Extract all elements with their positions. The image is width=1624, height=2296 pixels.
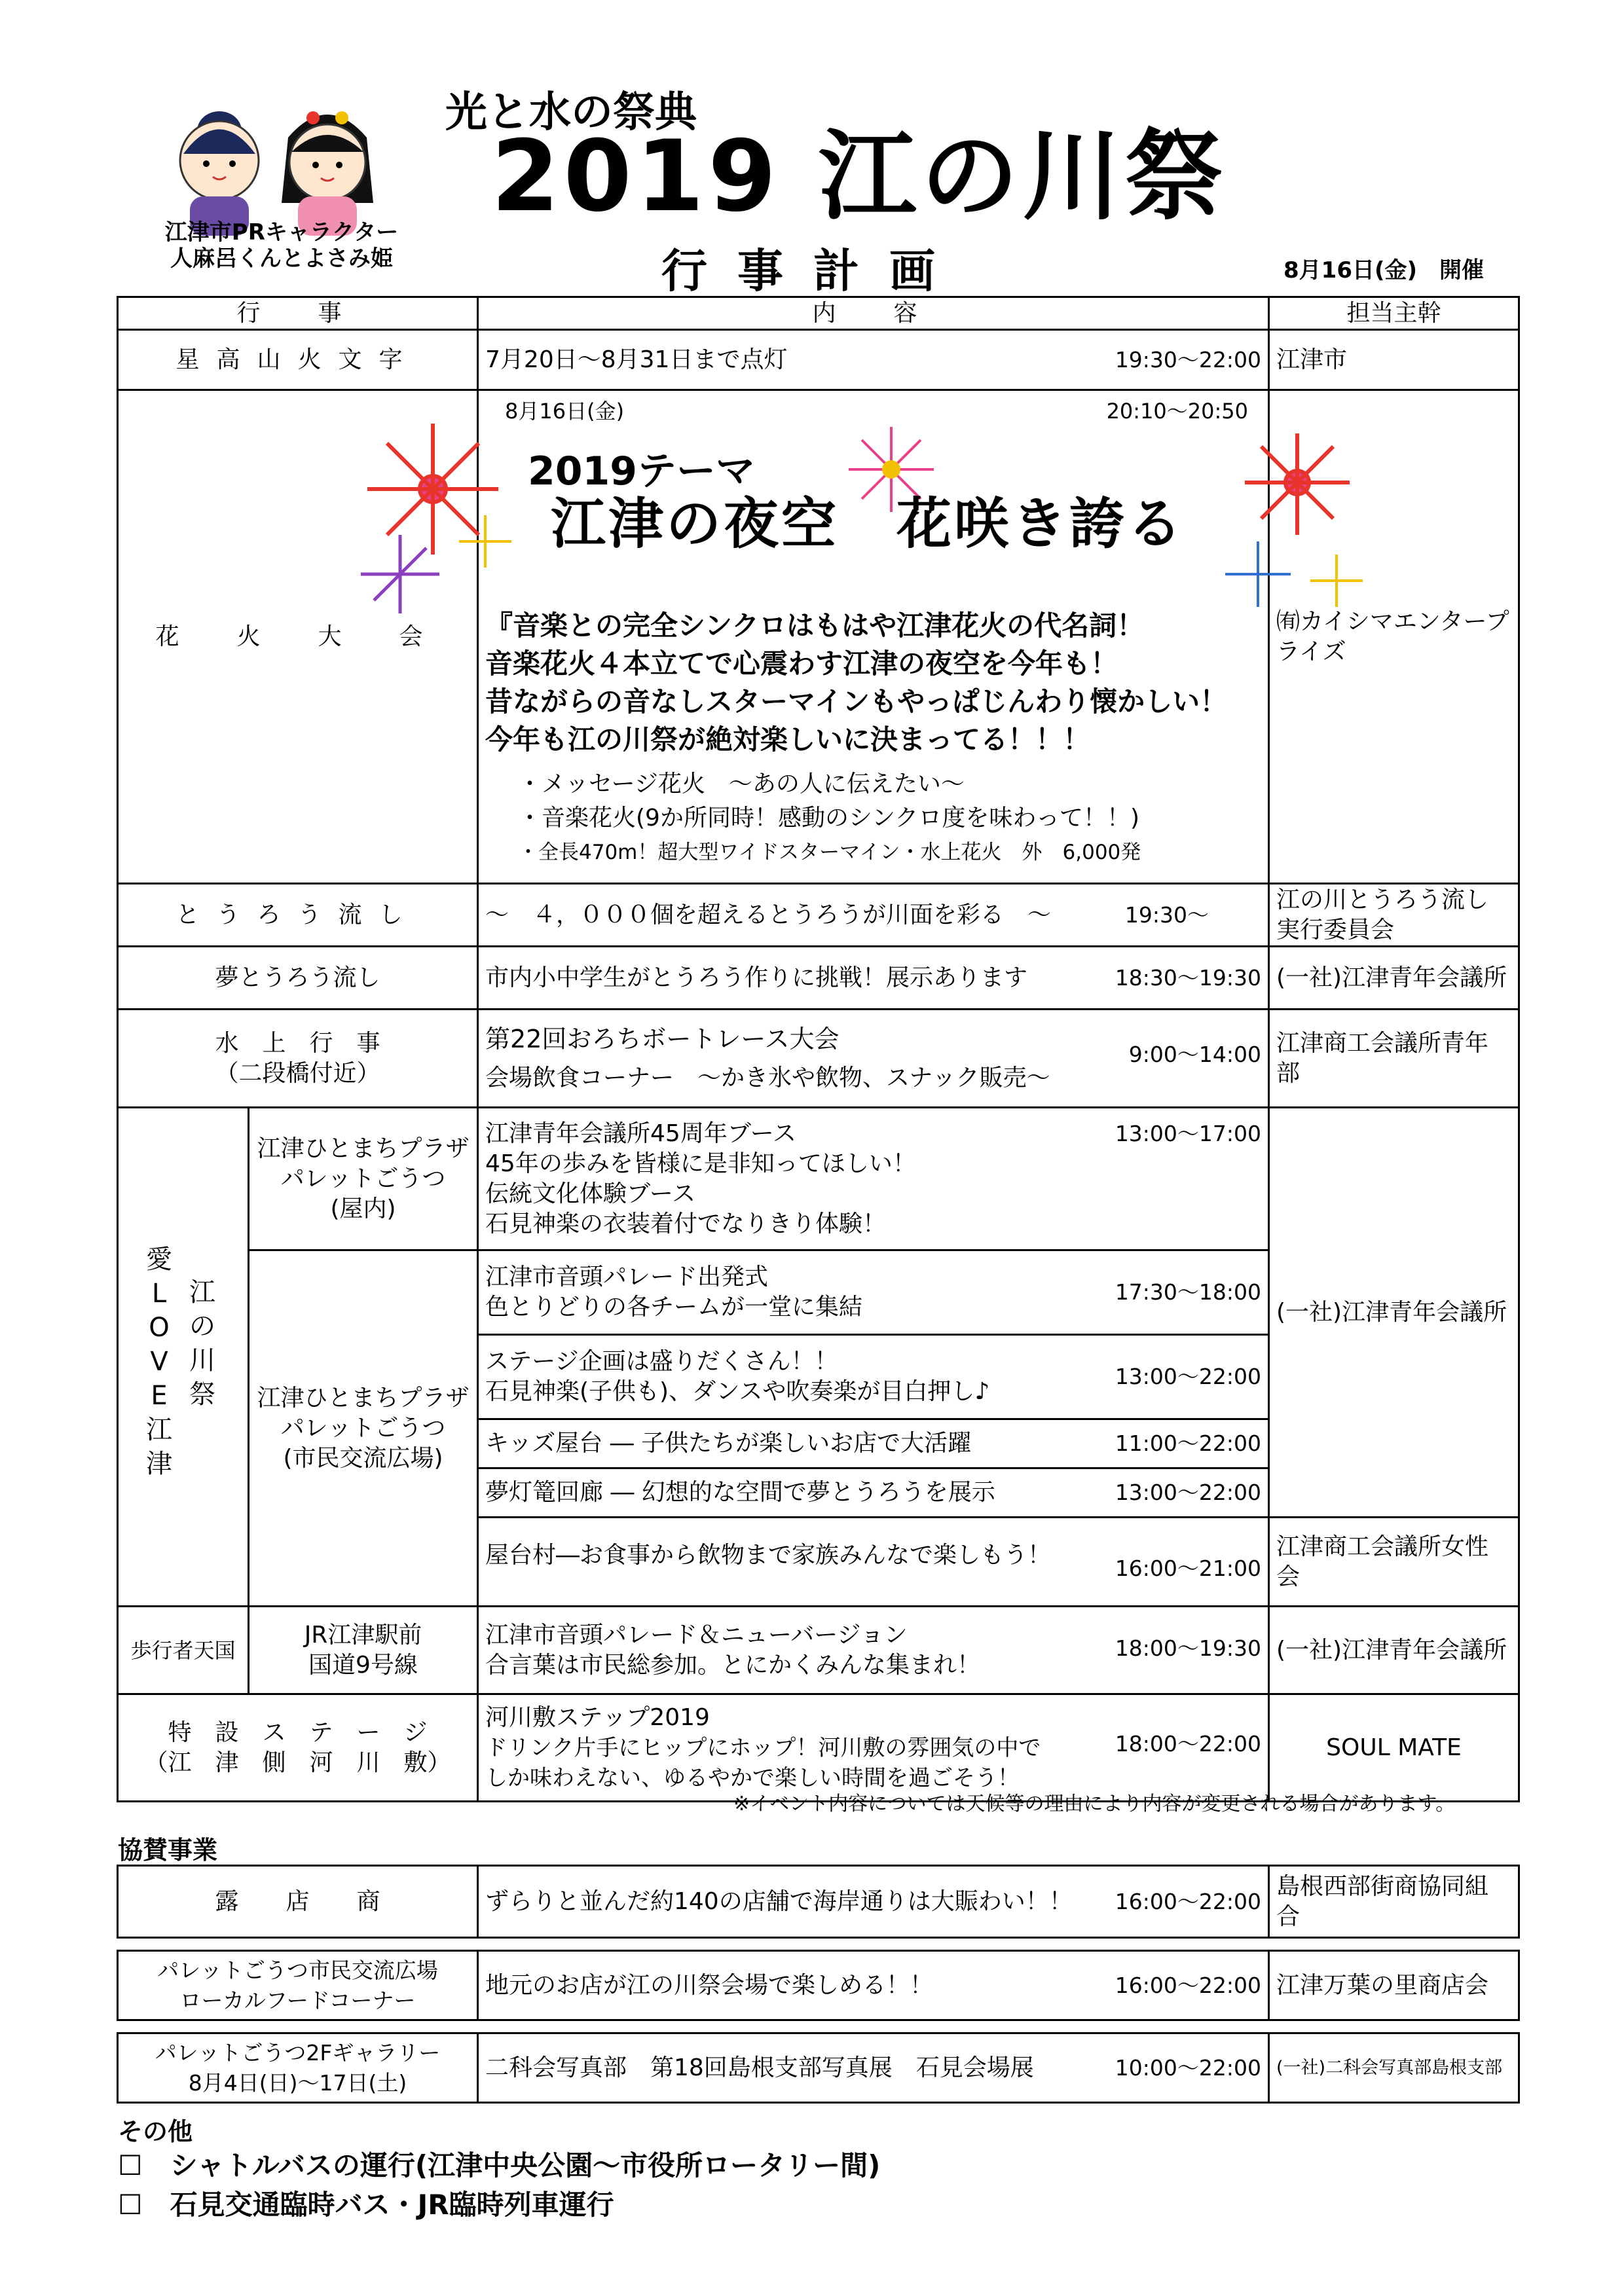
mascot-caption: 江津市PRキャラクター 人麻呂くんとよさみ姫 bbox=[164, 219, 399, 272]
event-organizer: 江の川とうろう流し実行委員会 bbox=[1269, 884, 1519, 947]
header-event: 行 事 bbox=[118, 297, 478, 330]
table-row bbox=[118, 2033, 1519, 2103]
love-group-label: 愛LOVE江津 江の川祭 bbox=[118, 1108, 249, 1607]
event-time: 13:00～22:00 bbox=[1115, 1364, 1262, 1389]
table-row bbox=[118, 1010, 1519, 1108]
event-organizer: (一社)二科会写真部島根支部 bbox=[1269, 2033, 1519, 2103]
list-item: 江津市音頭パレード出発式 色とりどりの各チームが一堂に集結 17:30～18:00 bbox=[485, 1264, 1262, 1321]
event-content: 9:00～14:00 第22回おろちボートレース大会 会場飲食コーナー ～かき氷や飲物、スナック販売～ bbox=[478, 1010, 1269, 1108]
event-name: 水 上 行 事 （二段橋付近） bbox=[118, 1010, 478, 1108]
event-organizer: 江津商工会議所青年部 bbox=[1269, 1010, 1519, 1108]
event-content: 10:00～22:00 二科会写真部 第18回島根支部写真展 石見会場展 bbox=[478, 2033, 1269, 2103]
event-time: 16:00～21:00 bbox=[1115, 1555, 1262, 1581]
event-organizer: ㈲カイシマエンタープライズ bbox=[1269, 390, 1519, 884]
list-item: ステージ企画は盛りだくさん！！ 石見神楽(子供も)、ダンスや吹奏楽が目白押し♪ 13:00～22:00 bbox=[479, 1334, 1268, 1418]
event-time: 19:30～22:00 bbox=[1115, 346, 1262, 373]
change-notice: ※イベント内容については天候等の理由により内容が変更される場合があります。 bbox=[733, 1793, 1456, 1815]
event-name: 星高山火文字 bbox=[118, 330, 478, 390]
header-organizer: 担当主幹 bbox=[1269, 297, 1519, 330]
fireworks-copy: 『音楽との完全シンクロはもはや江津花火の代名詞！ 音楽花火４本立てで心震わす江津の夜空を今年も！ 昔ながらの音なしスターマインもやっぱじんわり懐かしい！ 今年も江の川祭が絶対楽しいに決まってる！！！ bbox=[485, 610, 1228, 756]
event-time: 18:30～19:30 bbox=[1115, 964, 1262, 991]
festival-subtitle: 光と水の祭典 bbox=[445, 88, 697, 137]
page-title: 2019 江の川祭 bbox=[491, 120, 1227, 234]
event-name: 特 設 ス テ ー ジ （江 津 側 河 川 敷） bbox=[118, 1694, 478, 1802]
event-organizer: (一社)江津青年会議所 bbox=[1269, 947, 1519, 1010]
list-item: キッズ屋台 ― 子供たちが楽しいお店で大活躍 11:00～22:00 bbox=[479, 1418, 1268, 1467]
theme-title: 江津の夜空 花咲き誇る bbox=[551, 492, 1185, 556]
event-organizer: 江津万葉の里商店会 bbox=[1269, 1951, 1519, 2020]
table-row bbox=[118, 330, 1519, 390]
event-content: 19:30～ ～ ４，０００個を超えるとうろうが川面を彩る ～ bbox=[478, 884, 1269, 947]
other-item: ☐ シャトルバスの運行(江津中央公園～市役所ロータリー間) bbox=[118, 2149, 881, 2181]
event-name: 花 火 大 会 bbox=[118, 390, 478, 884]
checkbox-icon: ☐ bbox=[118, 2149, 143, 2181]
event-time: 18:00～22:00 bbox=[1115, 1730, 1262, 1757]
event-organizer: (一社)江津青年会議所 bbox=[1269, 1108, 1519, 1518]
event-content: 18:30～19:30 市内小中学生がとうろう作りに挑戦！展示あります bbox=[478, 947, 1269, 1010]
event-time: 11:00～22:00 bbox=[1115, 1430, 1262, 1456]
event-time: 13:00～22:00 bbox=[1115, 1480, 1262, 1505]
event-content: 18:00～22:00 河川敷ステップ2019 ドリンク片手にヒップにホップ！河川敷の雰囲気の中で しか味わえない、ゆるやかで楽しい時間を過ごそう！ bbox=[478, 1694, 1269, 1802]
event-organizer: (一社)江津青年会議所 bbox=[1269, 1607, 1519, 1694]
sponsored-label: 協賛事業 bbox=[118, 1836, 218, 1865]
event-content: 13:00～17:00 江津青年会議所45周年ブース 45年の歩みを皆様に是非知ってほしい！ 伝統文化体験ブース 石見神楽の衣装着付でなりきり体験！ bbox=[478, 1108, 1269, 1250]
event-name: 夢とうろう流し bbox=[118, 947, 478, 1010]
event-name: とうろう流し bbox=[118, 884, 478, 947]
event-time: 9:00～14:00 bbox=[1128, 1041, 1262, 1067]
checkbox-icon: ☐ bbox=[118, 2189, 143, 2221]
list-item: 夢灯篭回廊 ― 幻想的な空間で夢とうろうを展示 13:00～22:00 bbox=[479, 1467, 1268, 1516]
table-row bbox=[118, 1108, 1519, 1250]
venue-name: 江津ひとまちプラザ パレットごうつ (市民交流広場) bbox=[249, 1250, 478, 1607]
event-time: 13:00～17:00 bbox=[1115, 1120, 1262, 1146]
event-time: 16:00～22:00 bbox=[1115, 1888, 1261, 1914]
sponsored-stalls-table bbox=[117, 1865, 1520, 1939]
plan-title: 行事計画 bbox=[661, 244, 965, 298]
event-content: 19:30～22:00 7月20日～8月31日まで点灯 bbox=[478, 330, 1269, 390]
event-organizer: SOUL MATE bbox=[1269, 1694, 1519, 1802]
event-content: 18:00～19:30 江津市音頭パレード＆ニューバージョン 合言葉は市民総参加。とにかくみんな集まれ！ bbox=[478, 1607, 1269, 1694]
fireworks-date: 8月16日(金) bbox=[505, 399, 625, 424]
table-row bbox=[118, 884, 1519, 947]
event-time: 17:30～18:00 bbox=[1115, 1279, 1262, 1305]
event-date: 8月16日(金) 開催 bbox=[1283, 257, 1485, 283]
table-row bbox=[118, 390, 1519, 884]
fireworks-time: 20:10～20:50 bbox=[1106, 399, 1249, 424]
firework-decoration bbox=[348, 417, 518, 633]
event-name: 露 店 商 bbox=[118, 1866, 478, 1938]
theme-year: 2019テーマ bbox=[528, 448, 756, 494]
firework-decoration bbox=[1219, 430, 1369, 620]
header-content: 内 容 bbox=[478, 297, 1269, 330]
table-row bbox=[118, 1951, 1519, 2020]
fireworks-content bbox=[478, 390, 1269, 884]
venue-name: JR江津駅前 国道9号線 bbox=[249, 1607, 478, 1694]
event-organizer: 島根西部街商協同組合 bbox=[1269, 1866, 1519, 1938]
event-content: 16:00～21:00 屋台村―お食事から飲物まで家族みんなで楽しもう！ bbox=[478, 1518, 1269, 1607]
other-label: その他 bbox=[118, 2117, 193, 2146]
table-row bbox=[118, 947, 1519, 1010]
fireworks-bullets: ・メッセージ花火 ～あの人に伝えたい～ ・音楽花火(9か所同時！感動のシンクロ度を味わって！！) ・全長470m！超大型ワイドスターマイン・水上花火 外 6,000発 bbox=[518, 771, 1141, 864]
venue2-items bbox=[478, 1250, 1269, 1518]
venue-name: 江津ひとまちプラザ パレットごうつ (屋内) bbox=[249, 1108, 478, 1250]
event-name: パレットごうつ2Fギャラリー 8月4日(日)～17日(土) bbox=[118, 2033, 478, 2103]
schedule-table bbox=[117, 296, 1520, 1802]
event-time: 18:00～19:30 bbox=[1115, 1635, 1262, 1661]
event-organizer: 江津市 bbox=[1269, 330, 1519, 390]
event-time: 16:00～22:00 bbox=[1115, 1972, 1261, 1998]
table-header-row bbox=[118, 297, 1519, 330]
other-item: ☐ 石見交通臨時バス・JR臨時列車運行 bbox=[118, 2189, 614, 2221]
event-name: 歩行者天国 bbox=[118, 1607, 249, 1694]
event-time: 19:30～ bbox=[1124, 902, 1209, 928]
event-organizer: 江津商工会議所女性会 bbox=[1269, 1518, 1519, 1607]
table-row bbox=[118, 1866, 1519, 1938]
sponsored-food-table bbox=[117, 1950, 1520, 2021]
table-row bbox=[118, 1607, 1519, 1694]
event-content: 16:00～22:00 地元のお店が江の川祭会場で楽しめる！！ bbox=[478, 1951, 1269, 2020]
sponsored-gallery-table bbox=[117, 2032, 1520, 2104]
table-row bbox=[118, 1694, 1519, 1802]
event-time: 10:00～22:00 bbox=[1115, 2054, 1261, 2081]
event-content: 16:00～22:00 ずらりと並んだ約140の店舗で海岸通りは大賑わい！！ bbox=[478, 1866, 1269, 1938]
event-name: パレットごうつ市民交流広場 ローカルフードコーナー bbox=[118, 1951, 478, 2020]
